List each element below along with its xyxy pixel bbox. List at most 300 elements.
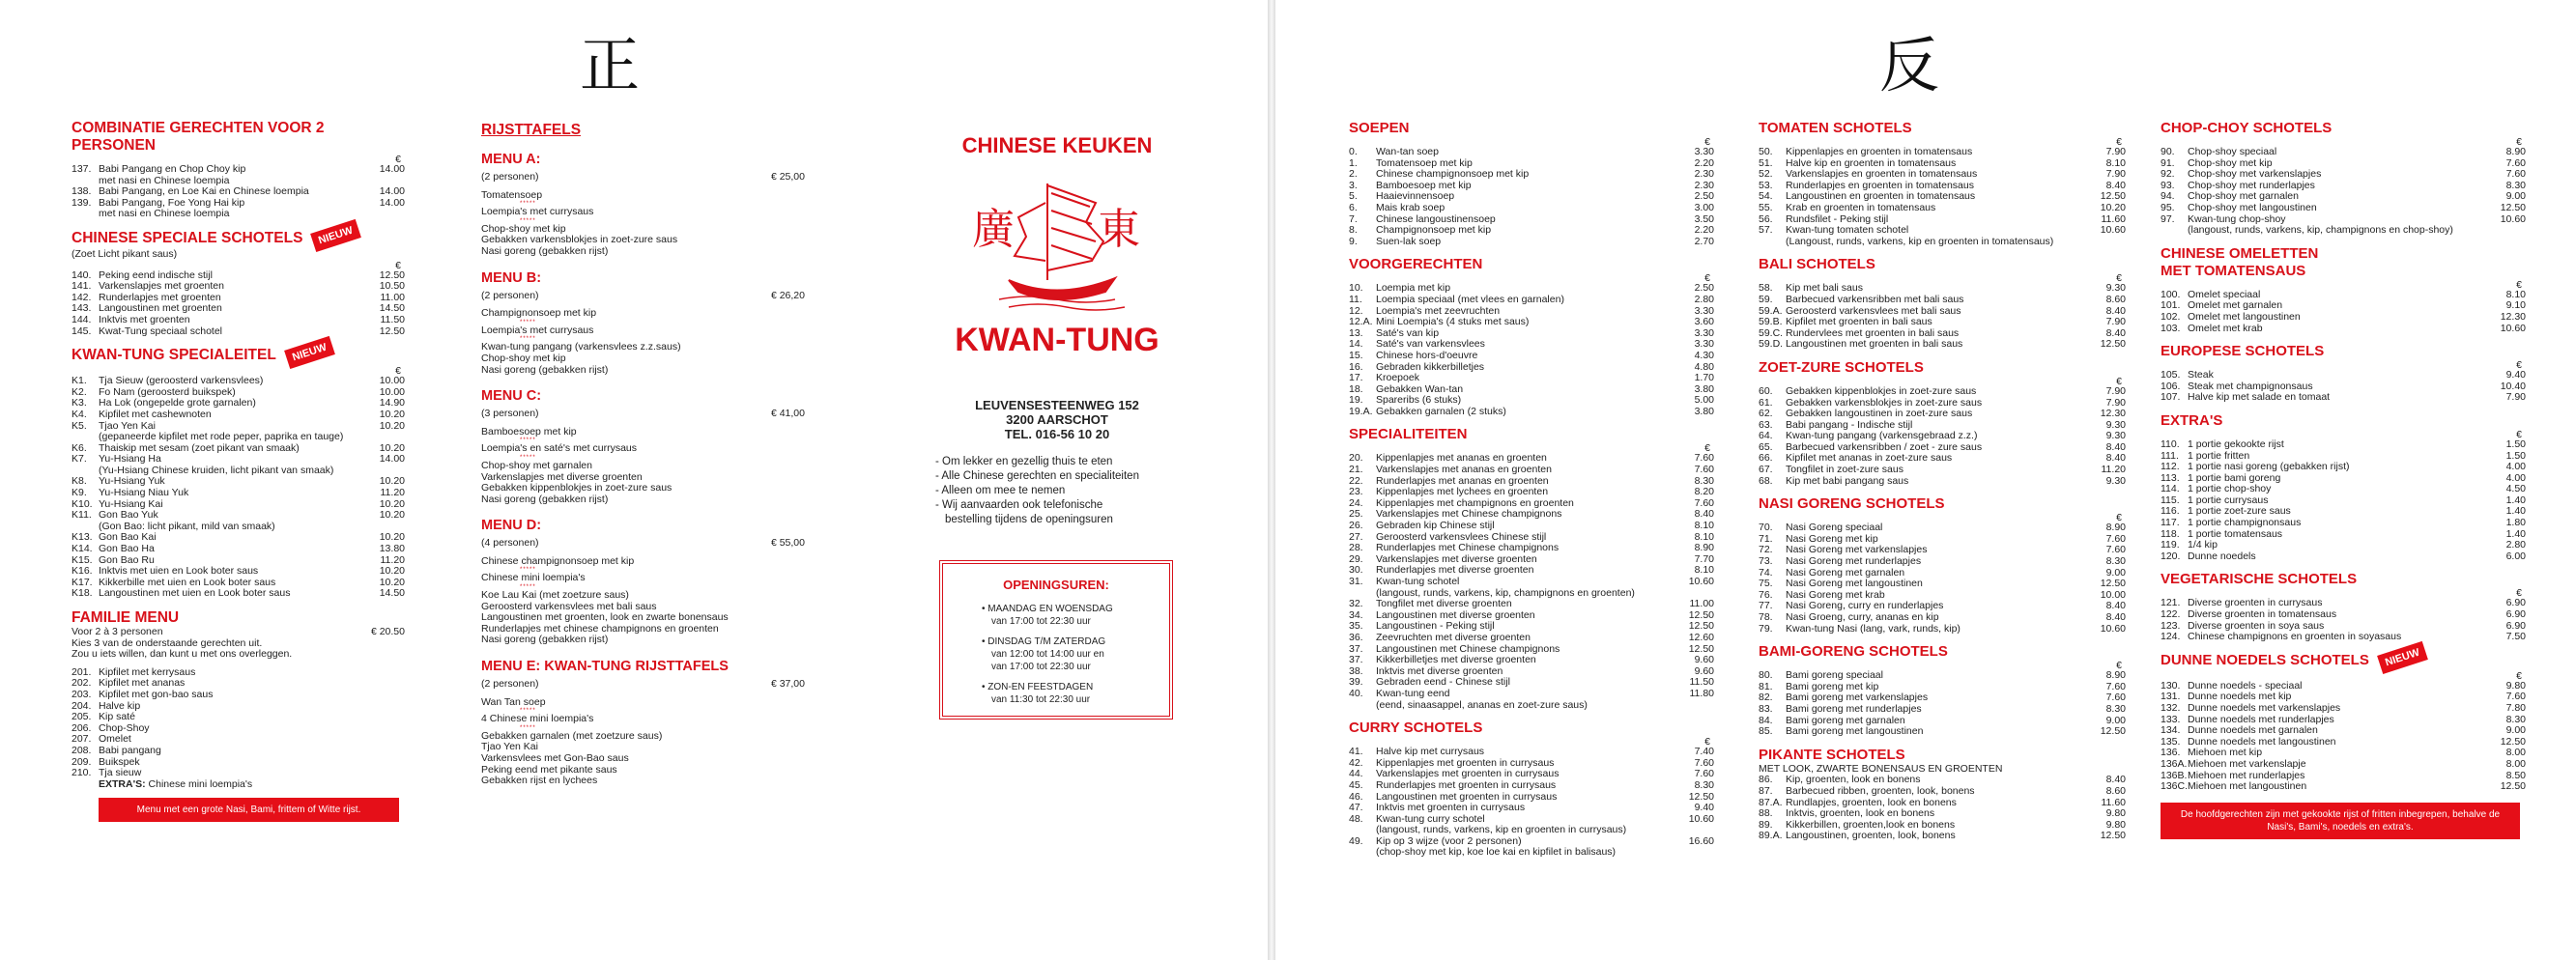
item-price: 7.60: [1694, 464, 1714, 476]
menu-dish: Loempia's met currysaus: [481, 324, 594, 336]
item-price: 8.30: [1694, 778, 1714, 791]
item-name: Tongfilet in zoet-zure saus: [1786, 465, 1903, 476]
item-price: 8.40: [2105, 440, 2126, 453]
item-name: Omelet met krab: [2188, 323, 2263, 334]
menu-item: [72, 544, 405, 555]
item-number: 142.: [72, 291, 92, 303]
page-fold: [1268, 0, 1275, 960]
item-name: Geroosterd varkensvlees Chinese stijl: [1376, 531, 1547, 543]
item-number: 73.: [1759, 555, 1773, 568]
item-price: 12.50: [1688, 608, 1714, 621]
item-name: Omelet speciaal: [2188, 289, 2261, 300]
menu-item: [2161, 290, 2526, 301]
item-name: 1 portie nasi goreng (gebakken rijst): [2188, 462, 2350, 473]
item-name: Dunne noedels - speciaal: [2188, 680, 2303, 692]
euro-sign: €: [2116, 136, 2122, 148]
item-number: 78.: [1759, 611, 1773, 623]
item-price: 8.10: [2505, 288, 2526, 300]
euro-sign: €: [2116, 375, 2122, 387]
item-name: 1/4 kip: [2188, 540, 2218, 551]
menu-item: [1759, 453, 2126, 465]
section-title-omeletten: CHINESE OMELETTEN: [2161, 244, 2319, 262]
menu-item: [1349, 339, 1714, 351]
menu-item: [1759, 328, 2126, 340]
item-name: Geroosterd varkensvlees met bali saus: [1786, 305, 1961, 317]
item-number: 111.: [2161, 449, 2179, 462]
item-name: Omelet met langoustinen: [2188, 311, 2301, 323]
item-price: 8.00: [2505, 747, 2526, 759]
item-note: (chop-shoy met kip, koe loe kai en kipfilet in balisaus): [1376, 846, 1617, 859]
item-price: 1.50: [2505, 438, 2526, 450]
item-number: 93.: [2161, 179, 2175, 191]
item-number: 121.: [2161, 597, 2181, 609]
item-number: 20.: [1349, 452, 1363, 465]
menu-item: [72, 376, 405, 387]
item-number: 12.: [1349, 304, 1363, 317]
item-name: Kroepoek: [1376, 373, 1419, 384]
menu-item: [1759, 431, 2126, 442]
item-price: 8.40: [2105, 304, 2126, 317]
item-price: 9.00: [2105, 714, 2126, 726]
menu-dish: Gebakken kippenblokjes in zoet-zure saus: [481, 482, 673, 494]
menu-item: [2161, 598, 2526, 609]
item-price: 12.50: [1688, 642, 1714, 655]
item-name: Diverse groenten in tomatensaus: [2188, 609, 2337, 621]
menu-item: [2161, 370, 2526, 381]
menu-item: [1759, 704, 2126, 716]
menu-item: [72, 443, 405, 455]
item-number: 110.: [2161, 438, 2180, 450]
item-number: 208.: [72, 744, 92, 756]
item-name: Kikkerbille met uien en Look boter saus: [99, 577, 276, 588]
item-price: 8.90: [2105, 669, 2126, 682]
item-price: 7.50: [2505, 631, 2526, 643]
menu-item: [2161, 506, 2526, 518]
item-price: 12.50: [2500, 201, 2526, 213]
menu-item: [1349, 644, 1714, 656]
menu-item: [1759, 692, 2126, 704]
item-number: 206.: [72, 721, 92, 734]
item-number: 115.: [2161, 494, 2180, 506]
item-price: 7.90: [2105, 384, 2126, 397]
item-name: Babi pangang - Indische stijl: [1786, 419, 1913, 431]
item-price: 9.00: [2505, 190, 2526, 203]
item-price: 4.50: [2505, 483, 2526, 495]
item-name: Kip saté: [99, 712, 135, 723]
menu-item: [1759, 556, 2126, 568]
menu-item: [1759, 386, 2126, 398]
item-number: 39.: [1349, 676, 1363, 689]
item-name: Kipfilet met ananas in zoet-zure saus: [1786, 453, 1953, 465]
front-cover: [928, 133, 1187, 720]
section-title-speciale: CHINESE SPECIALE SCHOTELS NIEUW: [72, 230, 405, 249]
menu-item: [1759, 442, 2126, 454]
item-name: Kipfilet met ananas: [99, 678, 186, 690]
item-price: 16.60: [1688, 834, 1714, 847]
column-4: [1759, 120, 2126, 842]
menu-dish: Gebakken rijst en lychees: [481, 775, 598, 787]
front-brand: KWAN-TUNG: [955, 322, 1159, 358]
menu-inside-right-page: [1275, 0, 2576, 960]
menu-item: [1349, 373, 1714, 384]
item-number: 209.: [72, 755, 92, 768]
item-name: Gebakken garnalen (2 stuks): [1376, 406, 1506, 417]
menu-persons-row: [481, 538, 805, 550]
front-bullet: bestelling tijdens de openingsuren: [945, 514, 1113, 525]
item-name: Dunne noedels met runderlapjes: [2188, 714, 2334, 725]
item-number: 106.: [2161, 380, 2181, 392]
item-name: Bami goreng speciaal: [1786, 670, 1883, 682]
menu-item: [2161, 439, 2526, 451]
menu-item: [1349, 169, 1714, 181]
euro-sign: €: [2516, 587, 2522, 600]
menu-dish: Chinese champignonsoep met kip: [481, 554, 635, 567]
item-number: 19.: [1349, 394, 1363, 407]
menu-title: MENU E: KWAN-TUNG RIJSTTAFELS: [481, 659, 729, 675]
item-price: 9.40: [1694, 802, 1714, 814]
item-number: 114.: [2161, 483, 2180, 495]
column-5: [2161, 120, 2526, 839]
item-number: 136B.: [2161, 769, 2188, 781]
item-price: 7.90: [2105, 316, 2126, 328]
menu-item: [1759, 579, 2126, 590]
front-title: CHINESE KEUKEN: [961, 133, 1153, 157]
menu-item: [1349, 565, 1714, 577]
item-price: 8.50: [2505, 769, 2526, 781]
menu-item: [1759, 476, 2126, 488]
menu-item: [72, 757, 405, 769]
item-name: Spareribs (6 stuks): [1376, 395, 1462, 407]
item-price: 7.90: [2505, 391, 2526, 404]
menu-item: [1349, 181, 1714, 192]
item-number: 52.: [1759, 168, 1773, 181]
item-price: 10.20: [379, 497, 405, 510]
menu-item: [2161, 495, 2526, 507]
menu-item: [1759, 670, 2126, 682]
item-number: 10.: [1349, 282, 1363, 295]
menu-persons: (2 personen): [481, 678, 539, 691]
menu-item: [72, 303, 405, 315]
menu-item: [2161, 621, 2526, 633]
item-price: 4.30: [1694, 349, 1714, 361]
item-name: 1 portie gekookte rijst: [2188, 438, 2284, 450]
item-price: 7.60: [1694, 496, 1714, 509]
menu-item: [72, 293, 405, 304]
item-price: 11.20: [380, 553, 405, 566]
item-number: 24.: [1349, 496, 1363, 509]
menu-item: [2161, 518, 2526, 529]
item-price: 1.40: [2505, 505, 2526, 518]
item-number: 27.: [1349, 530, 1363, 543]
menu-item: [1349, 465, 1714, 476]
item-name: Chop-shoy met kip: [2188, 157, 2273, 169]
item-name: Kwan-tung Nasi (lang, vark, runds, kip): [1786, 623, 1961, 635]
menu-item: [1759, 716, 2126, 727]
item-name: Langoustinen met diverse groenten: [1376, 609, 1535, 621]
item-number: 62.: [1759, 408, 1773, 420]
menu-price: € 37,00: [770, 678, 805, 691]
item-price: 8.90: [2505, 146, 2526, 157]
menu-item: [1349, 769, 1714, 780]
menu-item: [72, 164, 405, 176]
item-name: Kippenlapjes met groenten in currysaus: [1376, 757, 1555, 769]
menu-item: [72, 566, 405, 578]
item-number: 14.: [1349, 338, 1363, 351]
item-price: 8.30: [2105, 702, 2126, 715]
menu-item: [72, 398, 405, 409]
item-number: 68.: [1759, 474, 1773, 487]
item-number: 60.: [1759, 384, 1773, 397]
item-number: K4.: [72, 408, 87, 420]
menu-item: [72, 712, 405, 723]
item-price: 2.80: [2505, 539, 2526, 551]
menu-item: [1349, 758, 1714, 770]
menu-title: MENU A:: [481, 152, 541, 167]
item-price: 14.90: [379, 397, 405, 409]
menu-persons: (2 personen): [481, 171, 539, 183]
item-name: Bami goreng met varkenslapjes: [1786, 692, 1929, 704]
item-name: Diverse groenten in currysaus: [2188, 598, 2323, 609]
item-price: 11.60: [2101, 796, 2126, 808]
menu-item: [1349, 191, 1714, 203]
item-price: 3.50: [1694, 212, 1714, 225]
item-name: Rundlapjes, groenten, look en bonens: [1786, 797, 1957, 808]
menu-item: [1349, 532, 1714, 544]
section-title-extras: EXTRA'S: [2161, 411, 2223, 429]
menu-item: [1759, 682, 2126, 693]
menu-dish: Gebakken garnalen (met zoetzure saus): [481, 729, 663, 742]
menu-dish: Nasi goreng (gebakken rijst): [481, 363, 609, 376]
item-price: 8.60: [2105, 293, 2126, 305]
item-name: Miehoen met varkenslapje: [2188, 758, 2306, 770]
item-price: 8.10: [2105, 156, 2126, 169]
menu-item: [2161, 609, 2526, 621]
item-name: Gebakken Wan-tan: [1376, 383, 1464, 395]
menu-item: [1759, 420, 2126, 432]
item-number: 42.: [1349, 756, 1363, 769]
item-name: Buikspek: [99, 756, 140, 768]
menu-item: [2161, 703, 2526, 715]
item-price: 6.90: [2505, 619, 2526, 632]
menu-item: [72, 409, 405, 421]
item-price: 12.50: [379, 325, 405, 337]
menu-item: [1349, 498, 1714, 510]
item-price: 10.40: [2500, 380, 2526, 392]
item-name: Gon Bao Ru: [99, 554, 155, 566]
item-number: 58.: [1759, 282, 1773, 295]
omeletten-list: [2161, 290, 2526, 334]
item-name: Nasi Goreng met varkenslapjes: [1786, 545, 1928, 556]
item-price: 9.60: [1694, 654, 1714, 666]
item-price: 8.40: [2105, 452, 2126, 465]
item-number: 204.: [72, 699, 92, 712]
item-name: Gebakken langoustinen in zoet-zure saus: [1786, 409, 1973, 420]
item-number: 66.: [1759, 452, 1773, 465]
item-price: 10.20: [379, 419, 405, 432]
item-number: 61.: [1759, 396, 1773, 409]
menu-item: [72, 734, 405, 746]
vegetarische-list: [2161, 598, 2526, 642]
familie-intro: Kies 3 van de onderstaande gerechten uit.: [72, 636, 263, 649]
item-name: 1 portie bami goreng: [2188, 472, 2281, 484]
section-title-specialiteiten: SPECIALITEITEN: [1349, 426, 1468, 443]
menu-item: [1349, 147, 1714, 158]
menu-item: [2161, 681, 2526, 692]
item-number: 139.: [72, 196, 92, 209]
item-number: 143.: [72, 302, 92, 315]
item-price: 4.80: [1694, 360, 1714, 373]
item-price: 9.00: [2505, 724, 2526, 737]
menu-item: [2161, 169, 2526, 181]
item-name: Nasi Goreng met kip: [1786, 533, 1878, 545]
item-price: 12.30: [2100, 408, 2126, 420]
item-price: 2.70: [1694, 235, 1714, 247]
item-number: 122.: [2161, 608, 2181, 621]
menu-item: [2161, 473, 2526, 485]
item-name: Kipfilet met cashewnoten: [99, 409, 212, 420]
speciale-list: [72, 270, 405, 338]
item-name: Varkenslapjes met groenten: [99, 281, 224, 293]
item-number: 116.: [2161, 505, 2180, 518]
item-price: 10.60: [1688, 576, 1714, 587]
opening-list: [953, 603, 1159, 706]
item-number: 107.: [2161, 391, 2181, 404]
item-name: Kippenlapjes en groenten in tomatensaus: [1786, 147, 1973, 157]
menu-dish: Runderlapjes met chinese champignons en groenten: [481, 622, 719, 635]
item-price: 10.00: [379, 375, 405, 387]
item-price: 4.00: [2505, 471, 2526, 484]
menu-item: [2161, 181, 2526, 192]
menu-item: [2161, 203, 2526, 214]
item-number: 134.: [2161, 724, 2181, 737]
item-number: 26.: [1349, 520, 1363, 532]
item-name: Yu-Hsiang Niau Yuk: [99, 488, 189, 499]
item-number: 77.: [1759, 600, 1773, 612]
kwantung-list: [72, 376, 405, 600]
front-bullet: - Wij aanvaarden ook telefonische: [935, 499, 1103, 511]
item-price: 10.00: [2100, 588, 2126, 601]
item-name: Inktvis met groenten: [99, 314, 190, 325]
item-name: Kippenlapjes met champignons en groenten: [1376, 497, 1574, 509]
item-number: 203.: [72, 688, 92, 700]
item-number: 37.: [1349, 642, 1363, 655]
item-number: 210.: [72, 767, 92, 779]
item-name: Langoustinen met groenten: [99, 303, 222, 315]
item-number: 45.: [1349, 778, 1363, 791]
opening-line: van 11:30 tot 22:30 uur: [991, 693, 1091, 705]
item-price: 14.00: [379, 185, 405, 198]
item-number: 53.: [1759, 179, 1773, 191]
item-name: Dunne noedels: [2188, 551, 2256, 562]
item-number: 130.: [2161, 679, 2181, 692]
menu-item: [1759, 612, 2126, 624]
item-number: 135.: [2161, 735, 2181, 748]
item-name: Tja sieuw: [99, 768, 142, 779]
item-price: 12.50: [2500, 735, 2526, 748]
menu-dish: Chop-shoy met kip: [481, 222, 566, 235]
europese-list: [2161, 370, 2526, 404]
front-address-2: 3200 AARSCHOT: [1006, 412, 1108, 427]
item-price: 9.30: [2105, 474, 2126, 487]
item-name: Peking eend indische stijl: [99, 269, 213, 281]
item-price: 4.00: [2505, 461, 2526, 473]
menu-item: [1759, 522, 2126, 534]
section-subtitle-omeletten: MET TOMATENSAUS: [2161, 262, 2306, 279]
item-number: K5.: [72, 419, 87, 432]
menu-item: [72, 315, 405, 326]
item-price: 3.30: [1694, 146, 1714, 157]
menu-price: € 55,00: [770, 537, 805, 550]
separator-stars: *****: [520, 201, 536, 208]
menu-item: [1349, 792, 1714, 804]
menu-item: [1349, 283, 1714, 295]
menu-dish: Chop-shoy met garnalen: [481, 459, 592, 471]
item-name: Chinese langoustinensoep: [1376, 213, 1496, 225]
nasi-list: [1759, 522, 2126, 635]
item-price: 11.80: [1689, 687, 1714, 699]
separator-stars: *****: [520, 336, 536, 343]
opening-line: • MAANDAG EN WOENSDAG: [982, 603, 1113, 614]
item-note: (eend, sinaasappel, ananas en zoet-zure saus): [1376, 698, 1588, 711]
item-number: 95.: [2161, 201, 2175, 213]
menu-item: [2161, 771, 2526, 782]
menu-item: [72, 701, 405, 713]
menu-item: [2161, 737, 2526, 748]
item-price: 1.40: [2505, 494, 2526, 506]
item-price: 9.10: [2505, 299, 2526, 312]
item-name: Chop-shoy met varkenslapjes: [2188, 169, 2322, 181]
menu-item: [72, 532, 405, 544]
separator-stars: *****: [520, 438, 536, 444]
item-number: 136.: [2161, 747, 2181, 759]
item-price: 10.20: [379, 509, 405, 522]
item-number: 46.: [1349, 790, 1363, 803]
item-name: Runderlapjes met Chinese champignons: [1376, 543, 1560, 554]
item-price: 8.20: [1694, 486, 1714, 498]
item-name: Kwan-tung pangang (varkensgebraad z.z.): [1786, 431, 1978, 442]
menu-item: [1349, 453, 1714, 465]
pikante-list: [1759, 775, 2126, 842]
menu-item: [2161, 462, 2526, 473]
item-name: Varkenslapjes met diverse groenten: [1376, 553, 1537, 565]
item-price: 8.40: [2105, 774, 2126, 786]
item-name: Kikkerbillen, groenten,look en bonens: [1786, 819, 1956, 831]
item-number: 44.: [1349, 768, 1363, 780]
item-name: Runderlapjes met groenten: [99, 292, 221, 303]
item-price: 8.30: [1694, 474, 1714, 487]
item-number: 7.: [1349, 212, 1358, 225]
item-price: 8.10: [1694, 564, 1714, 577]
item-number: 59.D.: [1759, 338, 1784, 351]
menu-item: [72, 387, 405, 399]
menu-item: [1759, 820, 2126, 832]
item-price: 8.00: [2505, 757, 2526, 770]
menu-item: [2161, 715, 2526, 726]
item-price: 2.20: [1694, 224, 1714, 237]
item-name: Tja Sieuw (geroosterd varkensvlees): [99, 376, 264, 387]
item-price: 9.60: [1694, 664, 1714, 677]
item-number: K15.: [72, 553, 93, 566]
item-price: 10.20: [2100, 201, 2126, 213]
item-number: 13.: [1349, 326, 1363, 339]
item-name: Dunne noedels met langoustinen: [2188, 736, 2336, 748]
item-number: 103.: [2161, 322, 2181, 334]
item-name: Varkenslapjes en groenten in tomatensaus: [1786, 169, 1978, 181]
item-name: Inktvis met uien en Look boter saus: [99, 566, 259, 578]
item-price: 11.50: [380, 313, 405, 325]
opening-title: OPENINGSUREN:: [1003, 578, 1109, 592]
section-title-vegetarische: VEGETARISCHE SCHOTELS: [2161, 571, 2358, 588]
